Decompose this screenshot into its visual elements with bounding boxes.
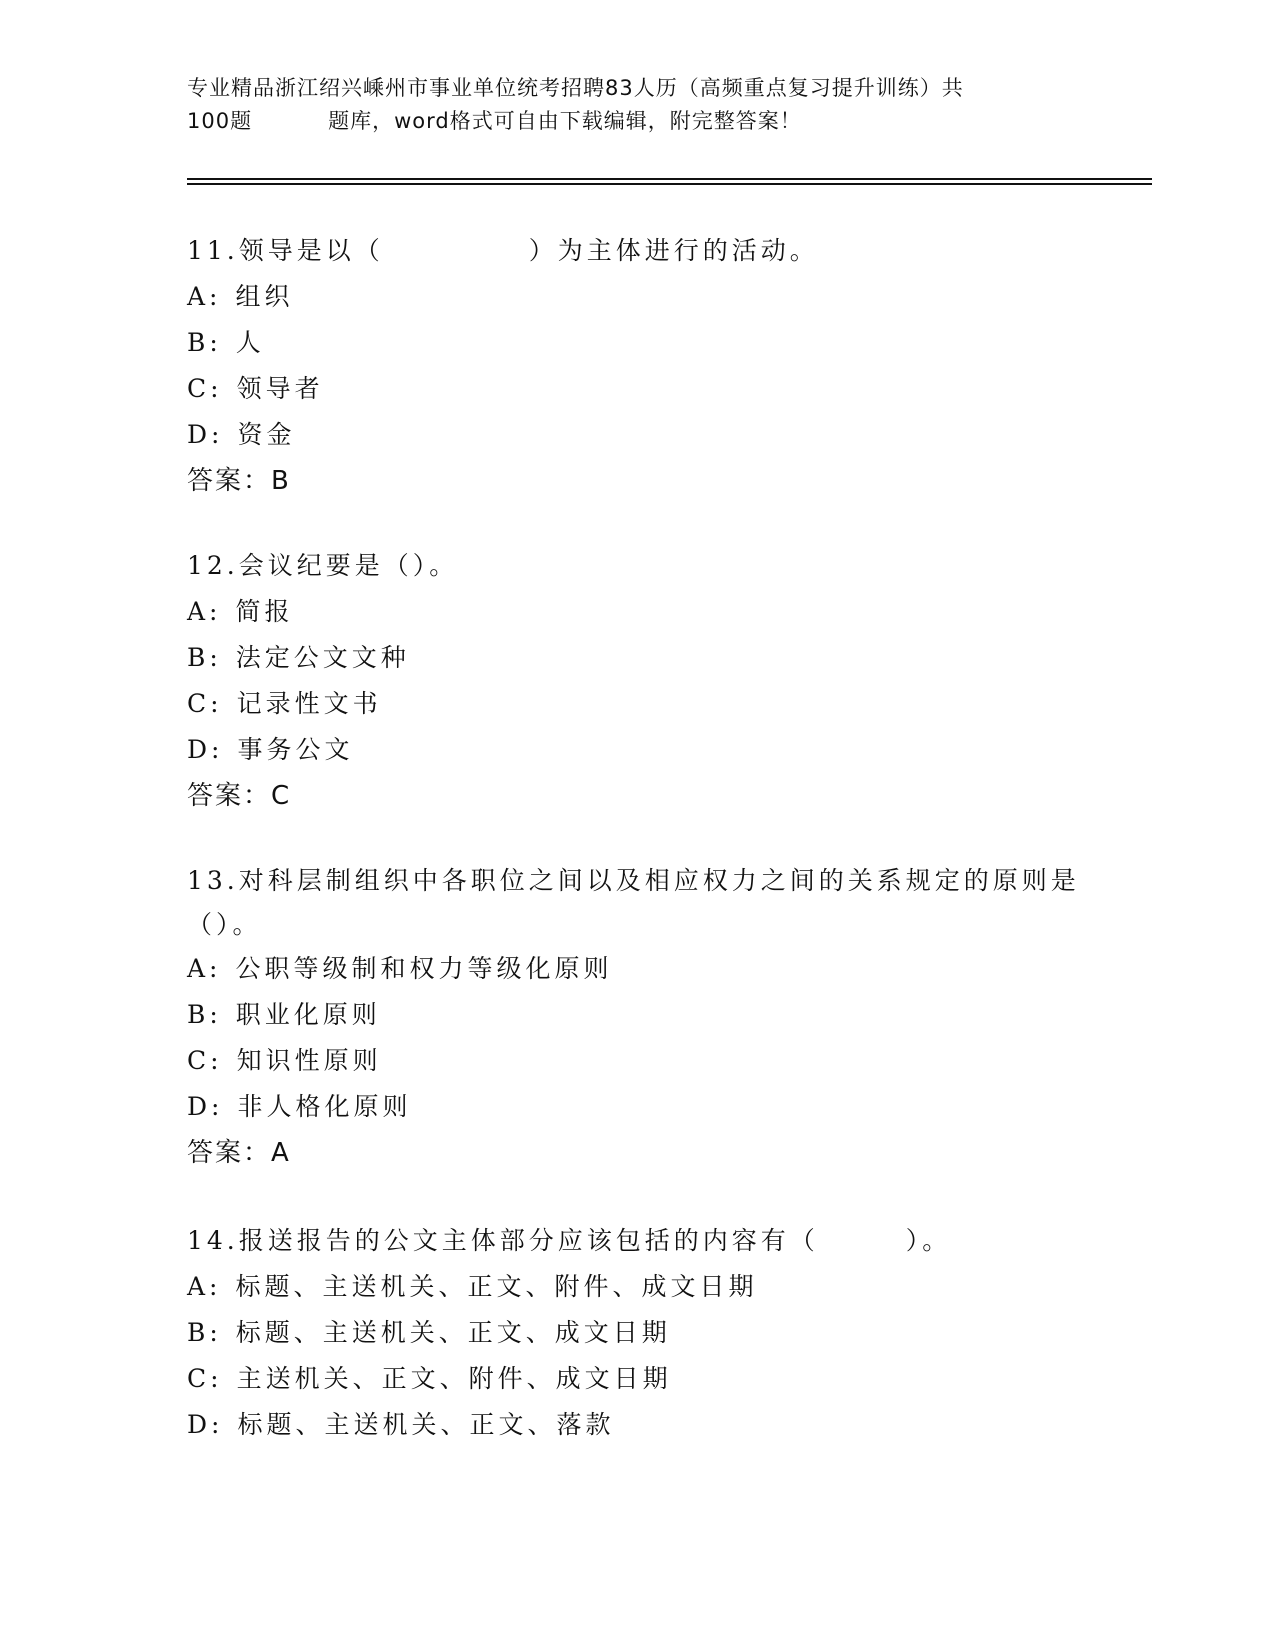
option-b: B: 人	[187, 328, 265, 357]
answer-label: 答案：A	[187, 1138, 291, 1168]
option-d: D: 事务公文	[187, 735, 354, 764]
question-stem-line1: 13.对科层制组织中各职位之间以及相应权力之间的关系规定的原则是	[187, 866, 1080, 895]
answer-label: 答案：B	[187, 466, 291, 496]
option-d: D: 资金	[187, 420, 296, 449]
option-c: C: 记录性文书	[187, 689, 382, 718]
header-title-line1: 专业精品浙江绍兴嵊州市事业单位统考招聘83人历（高频重点复习提升训练）共	[187, 76, 964, 100]
option-c: C: 主送机关、正文、附件、成文日期	[187, 1364, 672, 1393]
option-a: A: 简报	[187, 597, 294, 626]
option-b: B: 法定公文文种	[187, 643, 410, 672]
answer-label: 答案：C	[187, 781, 292, 811]
question-12	[187, 543, 1087, 819]
question-stem: 11.领导是以（ ）为主体进行的活动。	[187, 236, 819, 265]
option-a: A: 公职等级制和权力等级化原则	[187, 954, 613, 983]
option-c: C: 知识性原则	[187, 1046, 382, 1075]
question-stem: 14.报送报告的公文主体部分应该包括的内容有（ ）。	[187, 1226, 952, 1255]
option-b: B: 职业化原则	[187, 1000, 381, 1029]
header-description: 题库，word格式可自由下载编辑，附完整答案！	[328, 109, 802, 133]
question-14	[187, 1218, 1087, 1448]
header-count: 100题	[187, 109, 253, 133]
option-a: A: 组织	[187, 282, 294, 311]
question-stem-line2: （）。	[187, 910, 262, 939]
document-header	[187, 72, 1087, 138]
option-a: A: 标题、主送机关、正文、附件、成文日期	[187, 1272, 758, 1301]
header-divider-bottom	[187, 183, 1152, 185]
question-11	[187, 228, 1087, 504]
option-d: D: 非人格化原则	[187, 1092, 412, 1121]
question-stem: 12.会议纪要是（）。	[187, 551, 459, 580]
question-13	[187, 858, 1087, 1176]
option-c: C: 领导者	[187, 374, 324, 403]
option-b: B: 标题、主送机关、正文、成文日期	[187, 1318, 671, 1347]
header-title-line2	[187, 105, 1087, 138]
header-divider-top	[187, 178, 1152, 180]
option-d: D: 标题、主送机关、正文、落款	[187, 1410, 615, 1439]
